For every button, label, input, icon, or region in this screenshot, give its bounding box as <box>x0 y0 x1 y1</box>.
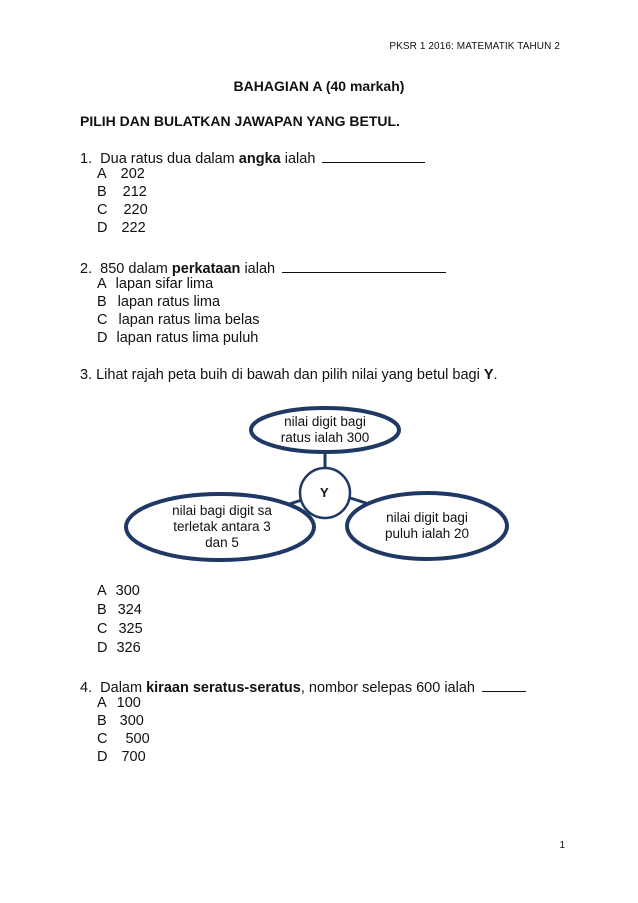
question-1-number: 1. <box>80 151 93 167</box>
section-title: BAHAGIAN A (40 markah) <box>233 78 405 94</box>
option-letter: D <box>97 220 108 236</box>
instruction-text: PILIH DAN BULATKAN JAWAPAN YANG BETUL. <box>80 113 400 129</box>
q4-option-b[interactable] <box>97 713 144 729</box>
bubble-top-text <box>250 414 400 446</box>
question-2-number: 2. <box>80 261 93 277</box>
option-value: 300 <box>115 583 140 599</box>
bubble-top-line-2: ratus ialah 300 <box>280 430 370 445</box>
question-3-number: 3. <box>80 367 93 383</box>
q3-option-d[interactable] <box>97 640 141 656</box>
bubble-left-text <box>140 503 304 551</box>
option-value: 212 <box>122 184 147 200</box>
option-letter: B <box>97 713 107 729</box>
option-value: 326 <box>116 640 141 656</box>
option-letter: A <box>97 583 107 599</box>
question-2-keyword: perkataan <box>171 261 241 277</box>
option-value: lapan ratus lima puluh <box>116 330 259 346</box>
option-letter: C <box>97 731 108 747</box>
question-2-text-after: ialah <box>240 261 276 277</box>
option-value: 220 <box>123 202 148 218</box>
option-value: 324 <box>117 602 142 618</box>
option-value: 325 <box>118 621 143 637</box>
q4-option-c[interactable] <box>97 731 150 747</box>
option-letter: C <box>97 312 108 328</box>
option-letter: B <box>97 184 107 200</box>
option-letter: A <box>97 166 107 182</box>
option-letter: D <box>97 330 108 346</box>
q3-option-c[interactable] <box>97 621 143 637</box>
option-value: 222 <box>121 220 146 236</box>
bubble-right-line-2: puluh ialah 20 <box>384 526 470 541</box>
option-letter: A <box>97 276 107 292</box>
question-2-text-before: 850 dalam <box>100 261 172 277</box>
option-value: 100 <box>116 695 141 711</box>
question-4-keyword: kiraan seratus-seratus <box>146 680 301 696</box>
bubble-top-line-1: nilai digit bagi <box>284 414 366 429</box>
option-value: 202 <box>120 166 145 182</box>
q4-option-a[interactable] <box>97 695 141 711</box>
question-1-text-before: Dua ratus dua dalam <box>100 151 239 167</box>
option-value: 300 <box>119 713 144 729</box>
question-1-text-after: ialah <box>280 151 316 167</box>
option-value: lapan ratus lima belas <box>118 312 260 328</box>
page-number: 1 <box>559 840 565 851</box>
question-3-text-before: Lihat rajah peta buih di bawah dan pilih nilai yang betul bagi <box>96 367 484 383</box>
option-letter: A <box>97 695 107 711</box>
option-letter: C <box>97 202 108 218</box>
question-4-number: 4. <box>80 680 93 696</box>
bubble-right-line-1: nilai digit bagi <box>386 510 468 525</box>
option-letter: D <box>97 640 108 656</box>
option-value: lapan sifar lima <box>115 276 214 292</box>
option-value: lapan ratus lima <box>117 294 221 310</box>
bubble-left-line-3: dan 5 <box>205 535 239 550</box>
option-value: 700 <box>121 749 146 765</box>
question-3-text-after: . <box>493 367 498 383</box>
option-letter: B <box>97 602 107 618</box>
option-letter: B <box>97 294 107 310</box>
question-4-text-after: , nombor selepas 600 ialah <box>300 680 475 696</box>
q3-option-b[interactable] <box>97 602 142 618</box>
bubble-right-text <box>352 510 502 542</box>
question-4 <box>80 677 526 696</box>
option-value: 500 <box>125 731 150 747</box>
question-1-keyword: angka <box>238 151 281 167</box>
page-header: PKSR 1 2016: MATEMATIK TAHUN 2 <box>389 41 560 52</box>
q3-option-a[interactable] <box>97 583 140 599</box>
question-4-text-before: Dalam <box>100 680 147 696</box>
bubble-left-line-2: terletak antara 3 <box>173 519 271 534</box>
option-letter: D <box>97 749 108 765</box>
question-4-answer-blank[interactable] <box>482 677 526 692</box>
bubble-center-label: Y <box>320 485 329 500</box>
bubble-left-line-1: nilai bagi digit sa <box>172 503 272 518</box>
question-3-keyword: Y <box>483 367 494 383</box>
q4-option-d[interactable] <box>97 749 146 765</box>
option-letter: C <box>97 621 108 637</box>
